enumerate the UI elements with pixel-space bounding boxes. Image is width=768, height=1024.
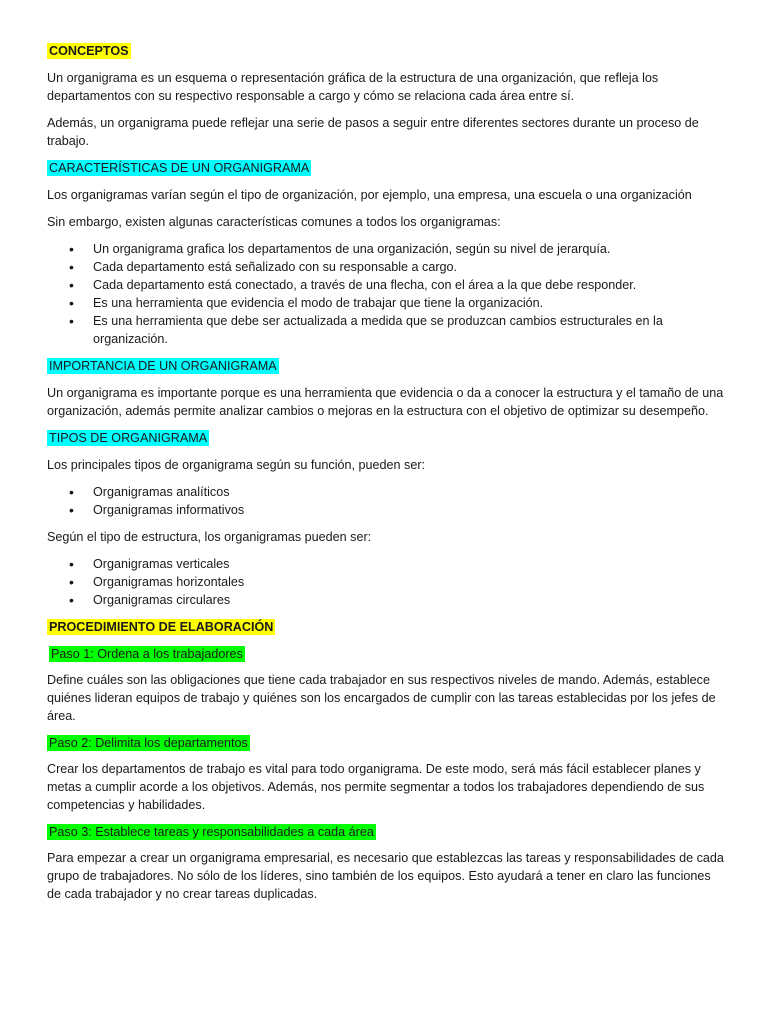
heading-conceptos-text: CONCEPTOS (49, 44, 129, 58)
heading-importancia-text: IMPORTANCIA DE UN ORGANIGRAMA (49, 359, 277, 373)
list-item: • Un organigrama grafica los departamentos de una organización, según su nivel de jerarquía. (93, 240, 724, 258)
step-1-title: Paso 1: Ordena a los trabajadores (51, 647, 243, 661)
step-3-heading (47, 823, 724, 841)
paragraph: Los organigramas varían según el tipo de organización, por ejemplo, una empresa, una escuela o una organización (47, 188, 692, 202)
heading-procedimiento (47, 618, 724, 636)
heading-conceptos (47, 42, 724, 60)
list-item: • Es una herramienta que evidencia el modo de trabajar que tiene la organización. (93, 294, 724, 312)
heading-importancia (47, 357, 724, 375)
step-2-heading (47, 734, 724, 752)
paragraph: Los principales tipos de organigrama según su función, pueden ser: (47, 458, 426, 472)
list-item: • Organigramas informativos (93, 501, 724, 519)
heading-caracteristicas-text: CARACTERÍSTICAS DE UN ORGANIGRAMA (49, 161, 310, 175)
heading-tipos-text: TIPOS DE ORGANIGRAMA (49, 431, 208, 445)
step-3-title: Paso 3: Establece tareas y responsabilidades a cada área (49, 825, 374, 839)
caracteristicas-list (47, 240, 724, 348)
heading-caracteristicas (47, 159, 724, 177)
list-item: • Cada departamento está señalizado con su responsable a cargo. (93, 258, 724, 276)
paragraph: Crear los departamentos de trabajo es vital para todo organigrama. De este modo, será más fácil establecer planes y metas a cumplir acorde a los objetivos. Además, nos permite segmentar a todos los trabajadores dependiendo de sus competencias y habilidades. (47, 762, 705, 812)
list-item: • Organigramas verticales (93, 555, 724, 573)
heading-tipos (47, 429, 724, 447)
heading-procedimiento-text: PROCEDIMIENTO DE ELABORACIÓN (49, 620, 274, 634)
paragraph: Según el tipo de estructura, los organigramas pueden ser: (47, 530, 372, 544)
paragraph: Un organigrama es importante porque es una herramienta que evidencia o da a conocer la estructura y el tamaño de una organización, además permite analizar cambios o mejoras en la estructura con el objetivo de optimizar su desempeño. (47, 386, 724, 418)
paragraph: Además, un organigrama puede reflejar una serie de pasos a seguir entre diferentes sectores durante un proceso de trabajo. (47, 116, 699, 148)
tipos-funcion-list (47, 483, 724, 519)
step-2-title: Paso 2: Delimita los departamentos (49, 736, 248, 750)
list-item: • Organigramas circulares (93, 591, 724, 609)
step-1-heading (47, 645, 724, 663)
list-item: • Cada departamento está conectado, a través de una flecha, con el área a la que debe responder. (93, 276, 724, 294)
paragraph: Para empezar a crear un organigrama empresarial, es necesario que establezcas las tareas y responsabilidades de cada grupo de trabajadores. No sólo de los líderes, sino también de los equipos. Esto ayudará a tener en claro las funciones de cada trabajador y no crear tareas duplicadas. (47, 851, 724, 901)
paragraph: Sin embargo, existen algunas características comunes a todos los organigramas: (47, 215, 501, 229)
list-item: • Es una herramienta que debe ser actualizada a medida que se produzcan cambios estructurales en la organización. (93, 312, 724, 348)
paragraph: Un organigrama es un esquema o representación gráfica de la estructura de una organización, que refleja los departamentos con su respectivo responsable a cargo y cómo se relaciona cada área entre sí. (47, 71, 659, 103)
list-item: • Organigramas analíticos (93, 483, 724, 501)
tipos-estructura-list (47, 555, 724, 609)
paragraph: Define cuáles son las obligaciones que tiene cada trabajador en sus respectivos niveles de mando. Además, establece quiénes lideran equipos de trabajo y quiénes son los encargados de cumplir con las tareas establecidas por los jefes de área. (47, 673, 716, 723)
list-item: • Organigramas horizontales (93, 573, 724, 591)
